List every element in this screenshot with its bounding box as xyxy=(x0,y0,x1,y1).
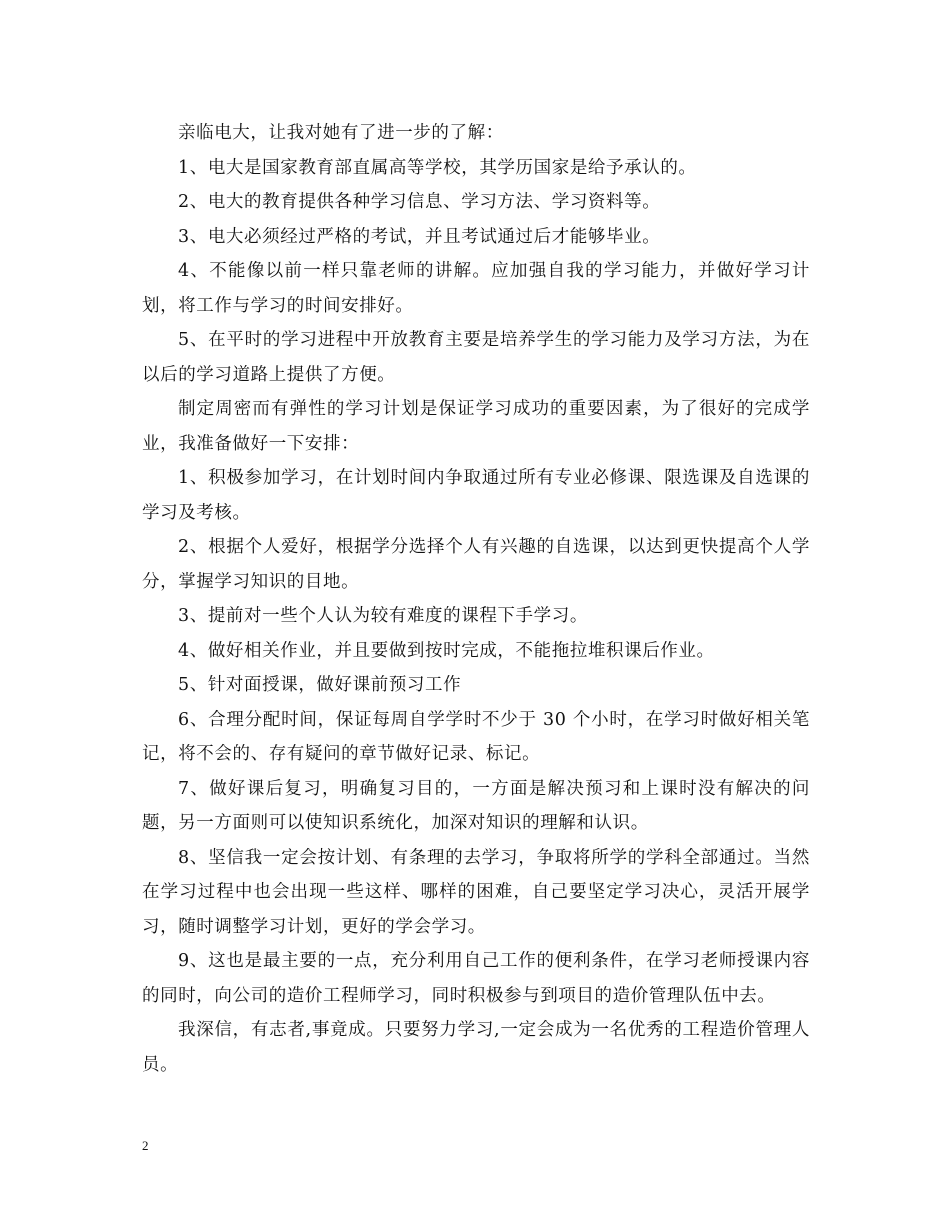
paragraph-plan-1: 1、积极参加学习，在计划时间内争取通过所有专业必修课、限选课及自选课的学习及考核。 xyxy=(142,468,810,523)
paragraph-plan-4: 4、做好相关作业，并且要做到按时完成，不能拖拉堆积课后作业。 xyxy=(178,640,715,661)
paragraph-point-2: 2、电大的教育提供各种学习信息、学习方法、学习资料等。 xyxy=(178,192,661,212)
paragraph-plan-2: 2、根据个人爱好，根据学分选择个人有兴趣的自选课，以达到更快提高个人学分，掌握学习知识的目地。 xyxy=(142,537,810,592)
page-number: 2 xyxy=(142,1138,149,1153)
paragraph-point-3: 3、电大必须经过严格的考试，并且考试通过后才能够毕业。 xyxy=(178,226,661,247)
paragraph-intro: 亲临电大，让我对她有了进一步的了解： xyxy=(178,123,504,143)
paragraph-conclusion: 我深信，有志者,事竟成。只要努力学习,一定会成为一名优秀的工程造价管理人员。 xyxy=(142,1020,810,1075)
document-body xyxy=(142,116,810,1082)
paragraph-plan-6: 6、合理分配时间，保证每周自学学时不少于 30 个小时，在学习时做好相关笔记，将不会的、存有疑问的章节做好记录、标记。 xyxy=(142,709,810,764)
paragraph-plan-7: 7、做好课后复习，明确复习目的，一方面是解决预习和上课时没有解决的问题，另一方面则可以使知识系统化，加深对知识的理解和认识。 xyxy=(142,778,810,833)
paragraph-point-5: 5、在平时的学习进程中开放教育主要是培养学生的学习能力及学习方法，为在以后的学习道路上提供了方便。 xyxy=(142,330,810,385)
paragraph-plan-9: 9、这也是最主要的一点，充分利用自己工作的便利条件，在学习老师授课内容的同时，向公司的造价工程师学习，同时积极参与到项目的造价管理队伍中去。 xyxy=(142,951,810,1006)
paragraph-plan-5: 5、针对面授课，做好课前预习工作 xyxy=(178,675,462,695)
paragraph-point-1: 1、电大是国家教育部直属高等学校，其学历国家是给予承认的。 xyxy=(178,157,697,178)
paragraph-plan-8: 8、坚信我一定会按计划、有条理的去学习，争取将所学的学科全部通过。当然在学习过程中也会出现一些这样、哪样的困难，自己要坚定学习决心，灵活开展学习，随时调整学习计划，更好的学会学习。 xyxy=(142,847,810,937)
paragraph-plan-3: 3、提前对一些个人认为较有难度的课程下手学习。 xyxy=(178,606,588,626)
paragraph-plan-intro: 制定周密而有弹性的学习计划是保证学习成功的重要因素，为了很好的完成学业，我准备做好一下安排： xyxy=(142,399,810,454)
paragraph-point-4: 4、不能像以前一样只靠老师的讲解。应加强自我的学习能力，并做好学习计划，将工作与学习的时间安排好。 xyxy=(142,261,810,316)
